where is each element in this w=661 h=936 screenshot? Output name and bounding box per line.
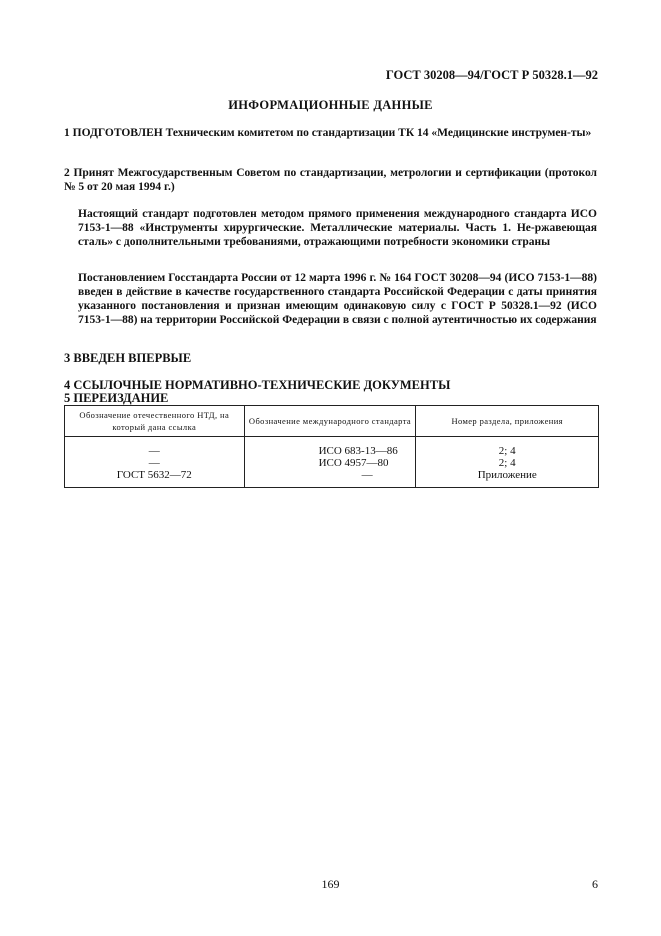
document-code-header: ГОСТ 30208—94/ГОСТ Р 50328.1—92 <box>385 68 598 82</box>
sheet-number: 6 <box>592 877 598 891</box>
table-cell-text: 2; 4 <box>498 457 516 469</box>
paragraph-decree: Постановлением Госстандарта России от 12 марта 1996 г. № 164 ГОСТ 30208—94 (ИСО 7153-1—88) введен в действие в качестве государственного стандарта Российской Федерации с даты принятия указанного постановления и признан имеющим одинаковую силу с ГОСТ Р 50328.1—92 (ИСО 7153-1—88) на территории Российской Федерации в связи с полной аутентичностью их содержания <box>78 272 597 326</box>
paragraph-method: Настоящий стандарт подготовлен методом прямого применения международного стандарта ИСО 7153-1—88 «Инструменты хирургические. Металлические материалы. Часть 1. Не-ржавеющая сталь» с дополнительными требованиями, отражающими потребности экономики страны <box>78 208 597 248</box>
references-table <box>64 405 599 488</box>
section-2-adopted: 2 Принят Межгосударственным Советом по стандартизации, метрологии и сертификации (протокол № 5 от 20 мая 1994 г.) <box>64 167 597 193</box>
international-std-cell <box>244 437 416 488</box>
table-header-row <box>65 406 599 437</box>
header-section-number: Номер раздела, приложения <box>416 406 599 437</box>
section-5-reissue: 5 ПЕРЕИЗДАНИЕ <box>64 391 169 405</box>
table-cell-text: ИСО 4957—80 <box>318 457 389 469</box>
table-cell-text: Приложение <box>477 469 537 481</box>
page-number: 169 <box>321 877 340 891</box>
table-cell-text: — <box>361 469 373 481</box>
section-1-prepared-by: 1 ПОДГОТОВЛЕН Техническим комитетом по стандартизации ТК 14 «Медицинские инструмен-ты» <box>64 127 592 139</box>
table-cell-text: 2; 4 <box>498 445 516 457</box>
page-title: ИНФОРМАЦИОННЫЕ ДАННЫЕ <box>228 98 433 112</box>
national-doc-cell <box>65 437 245 488</box>
header-national-doc: Обозначение отечественного НТД, на который дана ссылка <box>65 406 245 437</box>
section-4-references: 4 ССЫЛОЧНЫЕ НОРМАТИВНО-ТЕХНИЧЕСКИЕ ДОКУМЕНТЫ <box>64 378 451 392</box>
section-3-introduced: 3 ВВЕДЕН ВПЕРВЫЕ <box>64 351 192 365</box>
header-international-std: Обозначение международного стандарта <box>244 406 416 437</box>
table-cell-text: — <box>148 457 160 469</box>
table-row <box>65 437 599 488</box>
table-cell-text: ГОСТ 5632—72 <box>116 469 192 481</box>
table-cell-text: ИСО 683-13—86 <box>318 445 398 457</box>
section-number-cell <box>416 437 599 488</box>
table-cell-text: — <box>148 445 160 457</box>
